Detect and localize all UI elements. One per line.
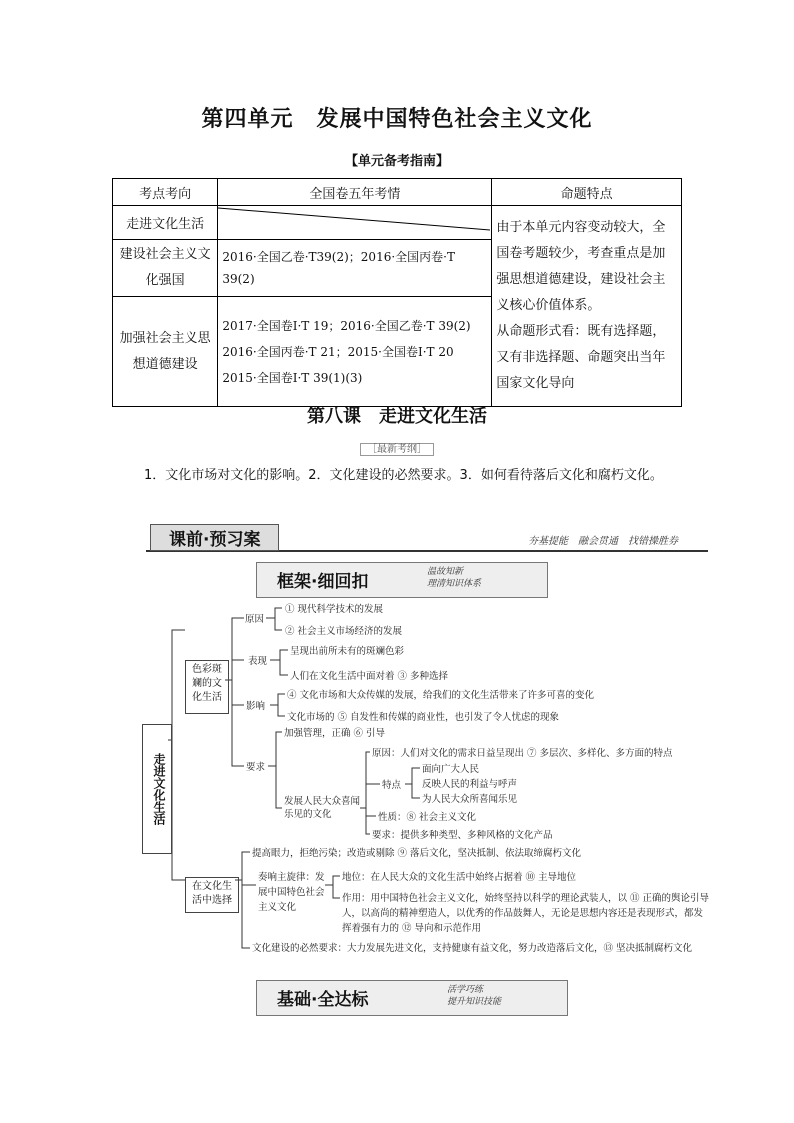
banner-label: 课前·预习案 — [150, 524, 279, 551]
sub-line: 理清知识体系 — [427, 579, 482, 589]
feature-3: 为人民大众所喜闻乐见 — [422, 794, 518, 805]
node-influence: 影响 — [246, 701, 266, 712]
exam-cell: 2017·全国卷Ⅰ·T 19；2016·全国乙卷·T 39(2) 2016·全国丙卷·T 21；2015·全国卷Ⅰ·T 20 2015·全国卷Ⅰ·T 39(1)(3) — [218, 297, 492, 407]
reason-1: ① 现代科学技术的发展 — [285, 604, 384, 615]
develop-reason: 原因：人们对文化的需求日益呈现出 ⑦ 多层次、多样化、多方面的特点 — [372, 748, 673, 759]
banner-motto: 夯基提能 融会贯通 找错操胜券 — [528, 536, 678, 547]
header-exams: 全国卷五年考情 — [218, 179, 492, 206]
header-topic: 考点考向 — [113, 179, 218, 206]
choice-1: 提高眼力，拒绝污染；改造或剔除 ⑨ 落后文化，坚决抵制、依法取缔腐朽文化 — [252, 848, 582, 859]
header-features: 命题特点 — [492, 179, 682, 206]
feature-1: 面向广大人民 — [422, 764, 480, 775]
root-node: 走进文化生活 — [142, 724, 172, 854]
node-performance: 表现 — [248, 656, 268, 667]
node-main-melody: 奏响主旋律：发展中国特色社会主义文化 — [258, 872, 325, 913]
role: 作用：用中国特色社会主义文化，始终坚持以科学的理论武装人，以 ⑪ 正确的舆论引导人，以高尚的精神塑造人，以优秀的作品鼓舞人，无论是思想内容还是表现形式，都发挥着强有力的 ⑫ 导向和示范作用 — [342, 893, 710, 934]
develop-requirement: 要求：提供多种类型、多种风格的文化产品 — [372, 830, 553, 841]
topic-cell: 建设社会主义文化强国 — [113, 240, 218, 297]
node-features: 特点 — [382, 780, 402, 791]
topic-cell: 加强社会主义思想道德建设 — [113, 297, 218, 407]
perf-2: 人们在文化生活中面对着 ③ 多种选择 — [290, 671, 449, 682]
unit-title: 第四单元 发展中国特色社会主义文化 — [201, 107, 593, 132]
influence-1: ④ 文化市场和大众传媒的发展，给我们的文化生活带来了许多可喜的变化 — [287, 690, 595, 701]
node-requirement: 要求 — [246, 762, 266, 773]
section-label: 框架·细回扣 — [277, 572, 369, 592]
develop-nature: 性质：⑧ 社会主义文化 — [378, 812, 477, 823]
feature-2: 反映人民的利益与呼声 — [422, 779, 518, 790]
lesson-title: 第八课 走进文化生活 — [307, 406, 487, 427]
node-reason: 原因 — [245, 614, 265, 625]
sub-line: 提升知识技能 — [447, 997, 502, 1007]
outline-tag-text: ［最新考纲］ — [360, 443, 434, 456]
guide-label: 【单元备考指南】 — [344, 154, 449, 169]
req-1: 加强管理，正确 ⑥ 引导 — [284, 728, 386, 739]
outline-text: 1．文化市场对文化的影响。2．文化建设的必然要求。3．如何看待落后文化和腐朽文化。 — [144, 468, 663, 483]
node-develop: 发展人民大众喜闻乐见的文化 — [284, 796, 361, 820]
status: 地位：在人民大众的文化生活中始终占据着 ⑩ 主导地位 — [342, 872, 577, 883]
sub-line: 活学巧练 — [447, 985, 484, 995]
section-sub — [447, 984, 501, 1008]
features-cell: 由于本单元内容变动较大，全国卷考题较少，考查重点是加强思想道德建设，建设社会主义核心价值体系。 从命题形式看：既有选择题，又有非选择题、命题突出当年国家文化导向 — [492, 206, 682, 407]
perf-1: 呈现出前所未有的斑斓色彩 — [290, 646, 405, 657]
reason-2: ② 社会主义市场经济的发展 — [285, 626, 403, 637]
influence-2: 文化市场的 ⑤ 自发性和传媒的商业性，也引发了令人忧虑的现象 — [287, 712, 560, 723]
branch-choice: 在文化生活中选择 — [185, 877, 239, 913]
exam-cell: 2016·全国乙卷·T39(2)；2016·全国丙卷·T 39(2) — [218, 240, 492, 297]
section-label: 基础·全达标 — [277, 990, 369, 1010]
topic-cell: 走进文化生活 — [113, 206, 218, 240]
sub-line: 温故知新 — [427, 567, 464, 577]
branch-colorful: 色彩斑斓的文化生活 — [185, 660, 229, 714]
choice-3: 文化建设的必然要求：大力发展先进文化，支持健康有益文化，努力改造落后文化，⑬ 坚决抵制腐朽文化 — [252, 943, 693, 954]
section-basics — [256, 980, 568, 1016]
